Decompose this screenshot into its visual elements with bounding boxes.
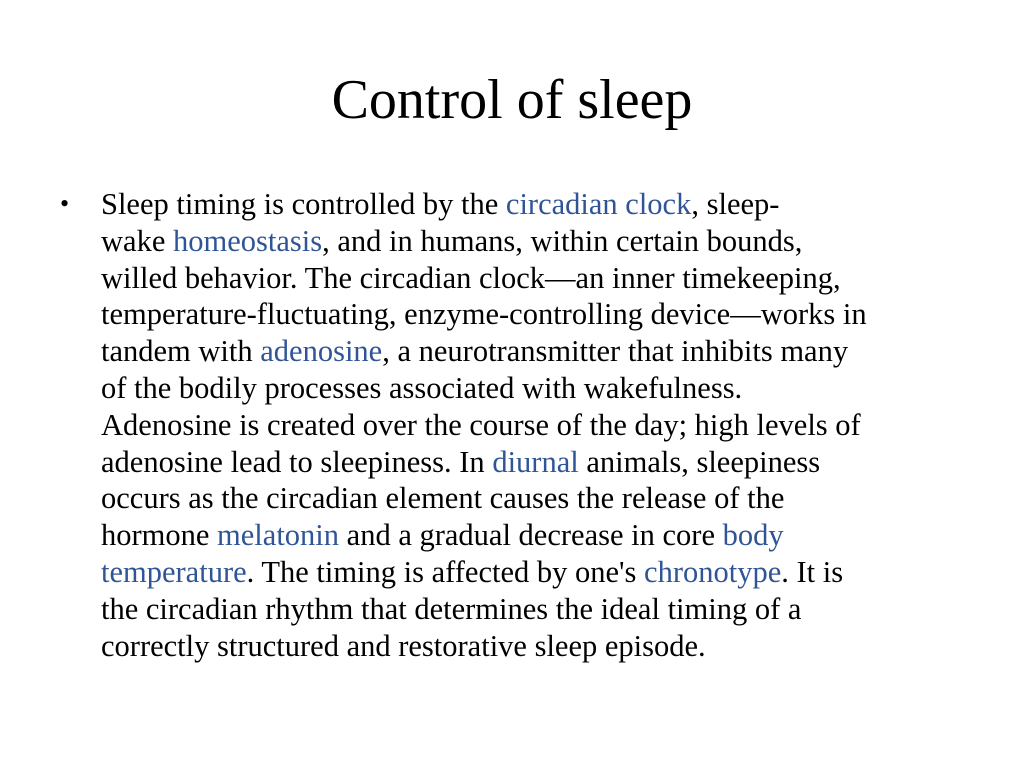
link-chronotype[interactable]: chronotype — [644, 554, 782, 589]
text-span: animals, sleepiness — [578, 444, 821, 479]
link-homeostasis[interactable]: homeostasis — [172, 223, 323, 258]
text-span: Adenosine is created over the course of the day; high levels of — [101, 407, 861, 442]
text-span: adenosine lead to sleepiness. In — [101, 444, 493, 479]
text-span: correctly structured and restorative sleep episode. — [101, 628, 706, 663]
paragraph-line — [101, 554, 981, 591]
bullet-paragraph — [101, 186, 981, 664]
text-span: tandem with — [101, 334, 261, 369]
text-span: hormone — [101, 518, 218, 553]
link-circadian-clock[interactable]: circadian clock — [505, 187, 692, 221]
paragraph-line — [101, 296, 981, 333]
text-span: temperature-fluctuating, enzyme-controlling device—works in — [101, 297, 867, 332]
link-adenosine[interactable]: adenosine — [260, 334, 383, 369]
text-span: Sleep timing is controlled by the — [101, 187, 506, 221]
text-span: occurs as the circadian element causes the release of the — [101, 481, 785, 516]
paragraph-line — [101, 591, 981, 628]
paragraph-line — [101, 407, 981, 444]
text-span: of the bodily processes associated with wakefulness. — [101, 370, 743, 405]
link-diurnal[interactable]: diurnal — [492, 444, 579, 479]
paragraph-line — [101, 444, 981, 481]
paragraph-line — [101, 223, 981, 260]
paragraph-line — [101, 480, 981, 517]
text-span: . The timing is affected by one's — [246, 554, 645, 589]
paragraph-line — [101, 370, 981, 407]
link-body-temperature[interactable]: body — [722, 518, 784, 553]
text-span: willed behavior. The circadian clock—an inner timekeeping, — [101, 260, 841, 295]
text-span: . It is — [781, 554, 844, 589]
text-span: wake — [101, 223, 173, 258]
text-span: and a gradual decrease in core — [339, 518, 723, 553]
link-melatonin[interactable]: melatonin — [217, 518, 340, 553]
text-span: the circadian rhythm that determines the ideal timing of a — [101, 591, 802, 626]
bullet-icon: • — [60, 189, 70, 218]
text-span: , sleep- — [691, 187, 780, 221]
paragraph-line — [101, 260, 981, 297]
link-body-temperature[interactable]: temperature — [101, 554, 247, 589]
text-span: , a neurotransmitter that inhibits many — [382, 334, 849, 369]
slide-title: Control of sleep — [331, 69, 693, 131]
paragraph-line — [101, 333, 981, 370]
paragraph-line — [101, 186, 981, 223]
text-span: , and in humans, within certain bounds, — [322, 223, 803, 258]
paragraph-line — [101, 517, 981, 554]
paragraph-line — [101, 628, 981, 665]
